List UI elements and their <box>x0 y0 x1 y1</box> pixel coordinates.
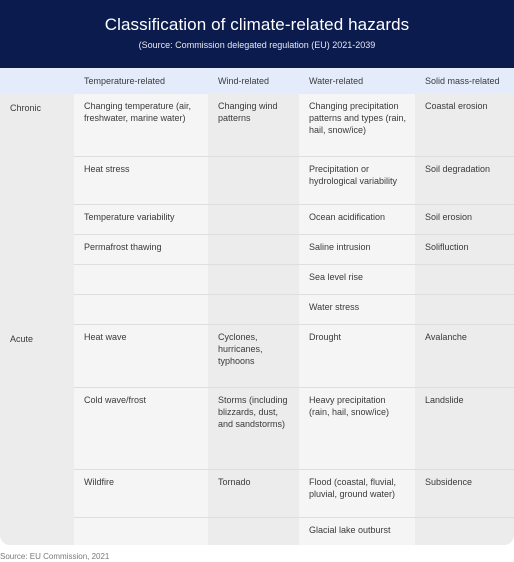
table-cell: Cyclones, hurricanes, typhoons <box>208 325 299 388</box>
table-row <box>0 325 514 388</box>
table-cell: Cold wave/frost <box>74 388 208 470</box>
table-cell: Changing wind patterns <box>208 94 299 157</box>
table-cell: Soil erosion <box>415 205 514 235</box>
table-cell <box>208 265 299 295</box>
table-cell <box>415 518 514 546</box>
table-cell: Landslide <box>415 388 514 470</box>
table-cell <box>415 265 514 295</box>
table-cell: Drought <box>299 325 415 388</box>
table-cell: Solifluction <box>415 235 514 265</box>
column-header-blank <box>0 68 74 94</box>
table-cell: Flood (coastal, fluvial, pluvial, ground water) <box>299 470 415 518</box>
column-header-wind: Wind-related <box>208 68 299 94</box>
page-title: Classification of climate-related hazards <box>104 15 410 34</box>
table-row <box>0 388 514 470</box>
table-cell: Heat wave <box>74 325 208 388</box>
table-cell <box>74 265 208 295</box>
table-cell <box>208 518 299 546</box>
table-row <box>0 157 514 205</box>
table-cell: Sea level rise <box>299 265 415 295</box>
table-cell: Saline intrusion <box>299 235 415 265</box>
table-cell: Subsidence <box>415 470 514 518</box>
table-cell: Precipitation or hydrological variability <box>299 157 415 205</box>
table-row <box>0 235 514 265</box>
table-cell <box>415 295 514 325</box>
source-note: Source: EU Commission, 2021 <box>0 552 110 561</box>
page-subtitle: (Source: Commission delegated regulation (EU) 2021-2039 <box>138 40 376 50</box>
table-cell <box>208 205 299 235</box>
table-row <box>0 94 514 157</box>
table-cell <box>74 518 208 546</box>
table-cell: Heat stress <box>74 157 208 205</box>
table-cell: Water stress <box>299 295 415 325</box>
table-cell: Soil degradation <box>415 157 514 205</box>
table-cell: Tornado <box>208 470 299 518</box>
title-banner <box>0 0 514 68</box>
table-cell: Heavy precipitation (rain, hail, snow/ice) <box>299 388 415 470</box>
group-label-acute: Acute <box>0 325 74 546</box>
table-cell: Changing temperature (air, freshwater, marine water) <box>74 94 208 157</box>
table-cell: Coastal erosion <box>415 94 514 157</box>
hazards-table <box>0 68 514 545</box>
table-cell: Changing precipitation patterns and types (rain, hail, snow/ice) <box>299 94 415 157</box>
table-cell: Avalanche <box>415 325 514 388</box>
table-cell: Permafrost thawing <box>74 235 208 265</box>
table-cell: Wildfire <box>74 470 208 518</box>
table-cell: Glacial lake outburst <box>299 518 415 546</box>
table-cell: Storms (including blizzards, dust, and sandstorms) <box>208 388 299 470</box>
table-row <box>0 265 514 295</box>
group-label-chronic: Chronic <box>0 94 74 325</box>
column-header-solid-mass: Solid mass-related <box>415 68 514 94</box>
column-header-temperature: Temperature-related <box>74 68 208 94</box>
table-cell <box>208 235 299 265</box>
table-row <box>0 518 514 546</box>
table-cell <box>74 295 208 325</box>
table-cell <box>208 157 299 205</box>
column-header-row <box>0 68 514 94</box>
table-cell: Ocean acidification <box>299 205 415 235</box>
table-row <box>0 295 514 325</box>
table-row <box>0 470 514 518</box>
table-cell <box>208 295 299 325</box>
table-cell: Temperature variability <box>74 205 208 235</box>
table-row <box>0 205 514 235</box>
column-header-water: Water-related <box>299 68 415 94</box>
